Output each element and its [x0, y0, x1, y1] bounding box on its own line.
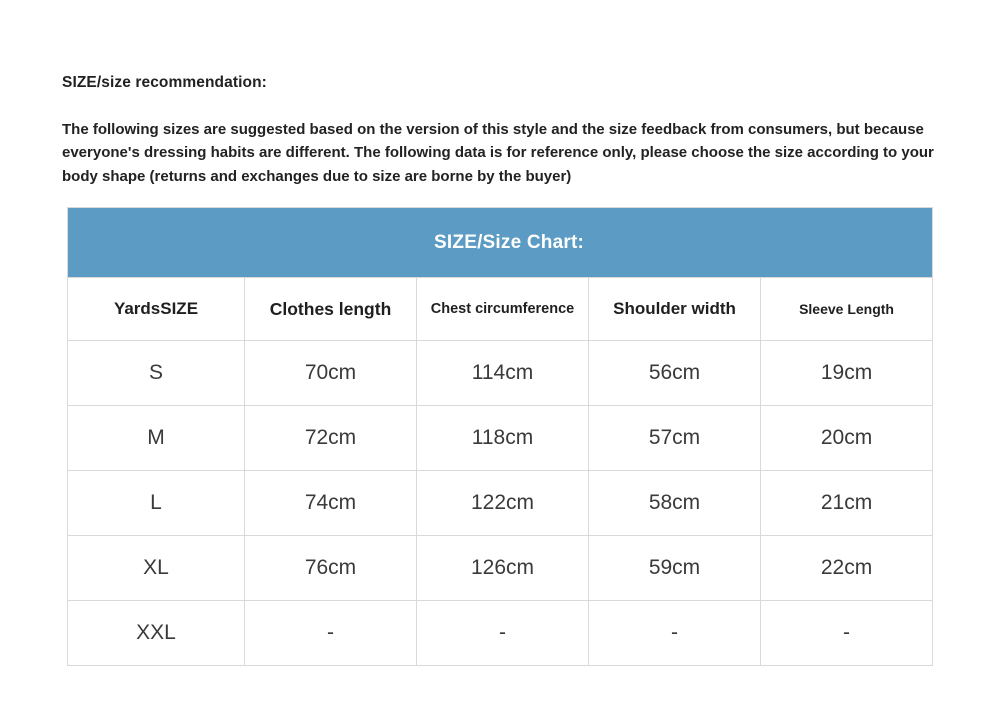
cell-sleeve: 22cm	[761, 536, 933, 601]
cell-size: XL	[68, 536, 245, 601]
cell-chest: 114cm	[417, 341, 589, 406]
table-banner-row	[68, 208, 933, 278]
cell-chest: 126cm	[417, 536, 589, 601]
cell-chest: 122cm	[417, 471, 589, 536]
table-row	[68, 406, 933, 471]
table-row	[68, 341, 933, 406]
cell-clothes-length: 76cm	[245, 536, 417, 601]
cell-size: L	[68, 471, 245, 536]
cell-sleeve: 19cm	[761, 341, 933, 406]
column-header-clothes-length: Clothes length	[245, 278, 417, 341]
cell-size: XXL	[68, 601, 245, 666]
table-row	[68, 471, 933, 536]
cell-chest: -	[417, 601, 589, 666]
cell-shoulder: 56cm	[589, 341, 761, 406]
cell-sleeve: 21cm	[761, 471, 933, 536]
table-header-row	[68, 278, 933, 341]
cell-size: M	[68, 406, 245, 471]
cell-chest: 118cm	[417, 406, 589, 471]
intro-paragraph: The following sizes are suggested based on the version of this style and the size feedback from consumers, but because everyone's dressing habits are different. The following data is for reference only, please choose the size according to your body shape (returns and exchanges due to size are borne by the buyer)	[62, 121, 934, 185]
column-header-sleeve-length: Sleeve Length	[761, 278, 933, 341]
column-header-yards-size: YardsSIZE	[68, 278, 245, 341]
cell-shoulder: -	[589, 601, 761, 666]
cell-clothes-length: 74cm	[245, 471, 417, 536]
cell-size: S	[68, 341, 245, 406]
cell-clothes-length: -	[245, 601, 417, 666]
size-table-wrapper	[67, 207, 932, 666]
table-banner-title: SIZE/Size Chart:	[434, 231, 584, 253]
cell-sleeve: 20cm	[761, 406, 933, 471]
page-title: SIZE/size recommendation:	[62, 74, 267, 91]
table-row	[68, 601, 933, 666]
cell-shoulder: 59cm	[589, 536, 761, 601]
column-header-chest-circumference: Chest circumference	[417, 278, 589, 341]
column-header-shoulder-width: Shoulder width	[589, 278, 761, 341]
table-row	[68, 536, 933, 601]
cell-clothes-length: 72cm	[245, 406, 417, 471]
cell-sleeve: -	[761, 601, 933, 666]
size-chart-table	[67, 207, 933, 666]
cell-shoulder: 58cm	[589, 471, 761, 536]
cell-clothes-length: 70cm	[245, 341, 417, 406]
cell-shoulder: 57cm	[589, 406, 761, 471]
table-banner-cell	[68, 208, 933, 278]
